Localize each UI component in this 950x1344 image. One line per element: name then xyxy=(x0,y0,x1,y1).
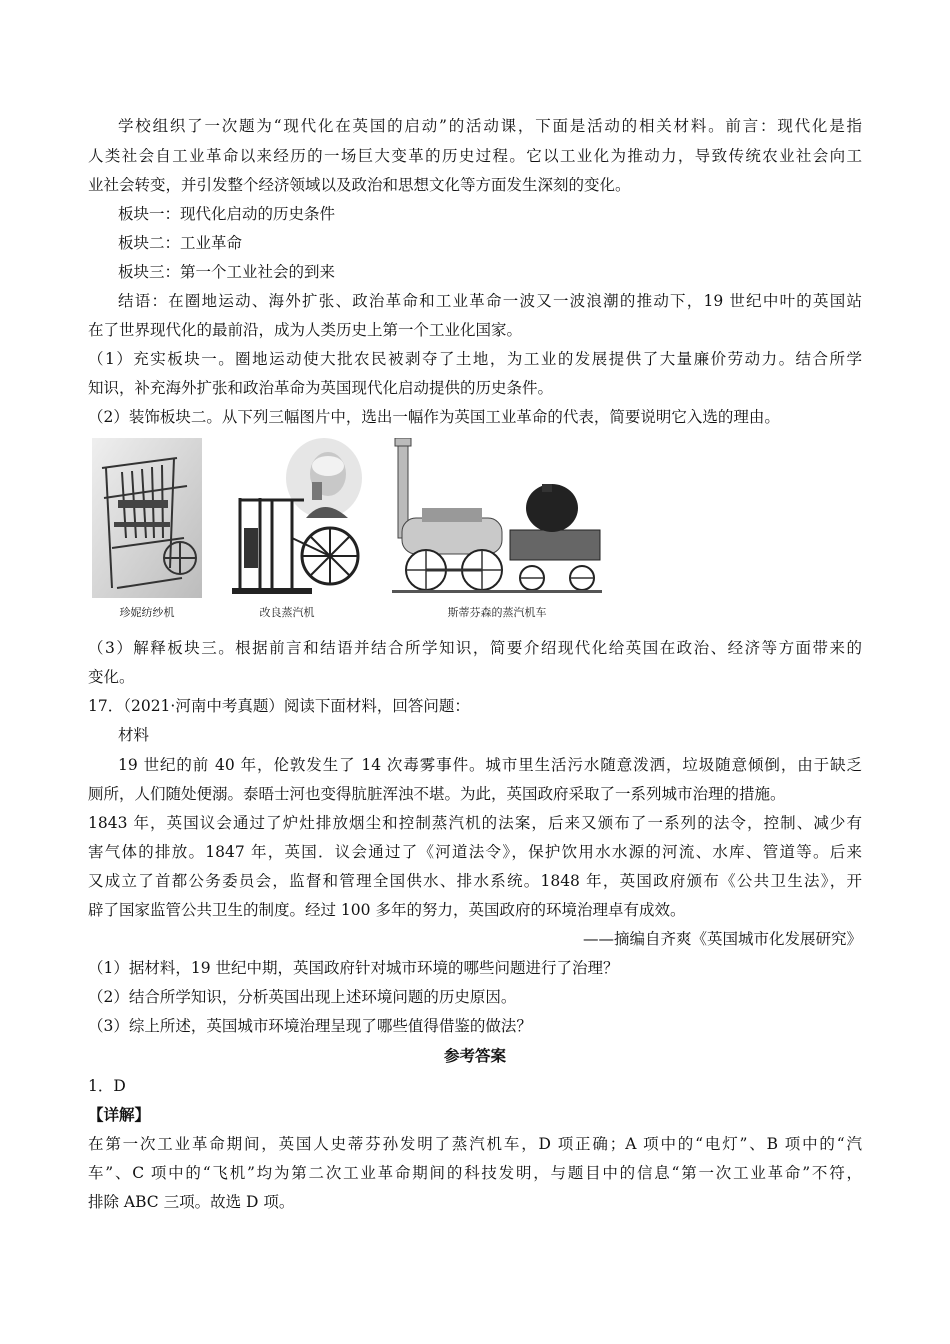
q17-material-line-5: 又成立了首都公务委员会，监督和管理全国供水、排水系统。1848 年，英国政府颁布《公共卫生法》，开 xyxy=(88,872,862,890)
block-2: 板块二：工业革命 xyxy=(118,234,243,252)
caption-steam-engine: 改良蒸汽机 xyxy=(259,606,315,619)
q17-question-3: （3）综上所述，英国城市环境治理呈现了哪些值得借鉴的做法？ xyxy=(88,1017,532,1035)
block-1: 板块一：现代化启动的历史条件 xyxy=(118,205,336,223)
q17-material-line-6: 辟了国家监管公共卫生的制度。经过 100 多年的努力，英国政府的环境治理卓有成效。 xyxy=(88,901,686,919)
block-3: 板块三：第一个工业社会的到来 xyxy=(118,263,336,281)
intro-line-1: 学校组织了一次题为“现代化在英国的启动”的活动课，下面是活动的相关材料。前言：现代化是指 xyxy=(118,117,862,135)
q17-source: ——摘编自齐爽《英国城市化发展研究》 xyxy=(582,930,862,948)
q17-material-line-4: 害气体的排放。1847 年，英国．议会通过了《河道法令》，保护饮用水水源的河流、水库、管道等。后来 xyxy=(88,843,862,861)
q16-part3-line-1: （3）解释板块三。根据前言和结语并结合所学知识，简要介绍现代化给英国在政治、经济等方面带来的 xyxy=(88,639,862,657)
stephenson-locomotive-image xyxy=(392,438,602,598)
conclusion-line-2: 在了世界现代化的最前沿，成为人类历史上第一个工业化国家。 xyxy=(88,321,523,339)
q17-material-line-3: 1843 年，英国议会通过了炉灶排放烟尘和控制蒸汽机的法案，后来又颁布了一系列的法令，控制、减少有 xyxy=(88,814,862,832)
q17-question-1: （1）据材料，19 世纪中期，英国政府针对城市环境的哪些问题进行了治理？ xyxy=(88,959,619,977)
detail-label: 【详解】 xyxy=(88,1105,151,1124)
detail-line-1: 在第一次工业革命期间，英国人史蒂芬孙发明了蒸汽机车，D 项正确；A 项中的“电灯”、B 项中的“汽 xyxy=(88,1135,862,1153)
intro-line-3: 业社会转变，并引发整个经济领域以及政治和思想文化等方面发生深刻的变化。 xyxy=(88,176,631,194)
q17-material-label: 材料 xyxy=(118,726,150,744)
caption-spinning-jenny: 珍妮纺纱机 xyxy=(119,606,175,619)
steam-engine-image xyxy=(232,438,372,598)
q16-part1-line-1: （1）充实板块一。圈地运动使大批农民被剥夺了土地，为工业的发展提供了大量廉价劳动力。结合所学 xyxy=(88,350,862,368)
caption-locomotive: 斯蒂芬森的蒸汽机车 xyxy=(447,606,547,619)
answers-title: 参考答案 xyxy=(443,1046,506,1065)
intro-line-2: 人类社会自工业革命以来经历的一场巨大变革的历史过程。它以工业化为推动力，导致传统农业社会向工 xyxy=(88,147,862,165)
q17-header: 17．（2021·河南中考真题）阅读下面材料，回答问题： xyxy=(88,697,470,715)
q17-material-line-1: 19 世纪的前 40 年，伦敦发生了 14 次毒雾事件。城市里生活污水随意泼洒，垃圾随意倾倒，由于缺乏 xyxy=(118,756,862,774)
q16-part2: （2）装饰板块二。从下列三幅图片中，选出一幅作为英国工业革命的代表，简要说明它入选的理由。 xyxy=(88,408,780,426)
q17-material-line-2: 厕所，人们随处便溺。泰晤士河也变得肮脏浑浊不堪。为此，英国政府采取了一系列城市治理的措施。 xyxy=(88,785,786,803)
conclusion-line-1: 结语：在圈地运动、海外扩张、政治革命和工业革命一波又一波浪潮的推动下，19 世纪中叶的英国站 xyxy=(118,292,862,310)
spinning-jenny-image xyxy=(92,438,202,598)
q16-part1-line-2: 知识，补充海外扩张和政治革命为英国现代化启动提供的历史条件。 xyxy=(88,379,554,397)
detail-line-2: 车”、C 项中的“飞机”均为第二次工业革命期间的科技发明，与题目中的信息“第一次工业革命”不符， xyxy=(88,1164,862,1182)
q17-question-2: （2）结合所学知识，分析英国出现上述环境问题的历史原因。 xyxy=(88,988,517,1006)
answer-1: 1．D xyxy=(88,1077,126,1095)
detail-line-3: 排除 ABC 三项。故选 D 项。 xyxy=(88,1193,295,1211)
q16-part3-line-2: 变化。 xyxy=(88,668,135,686)
